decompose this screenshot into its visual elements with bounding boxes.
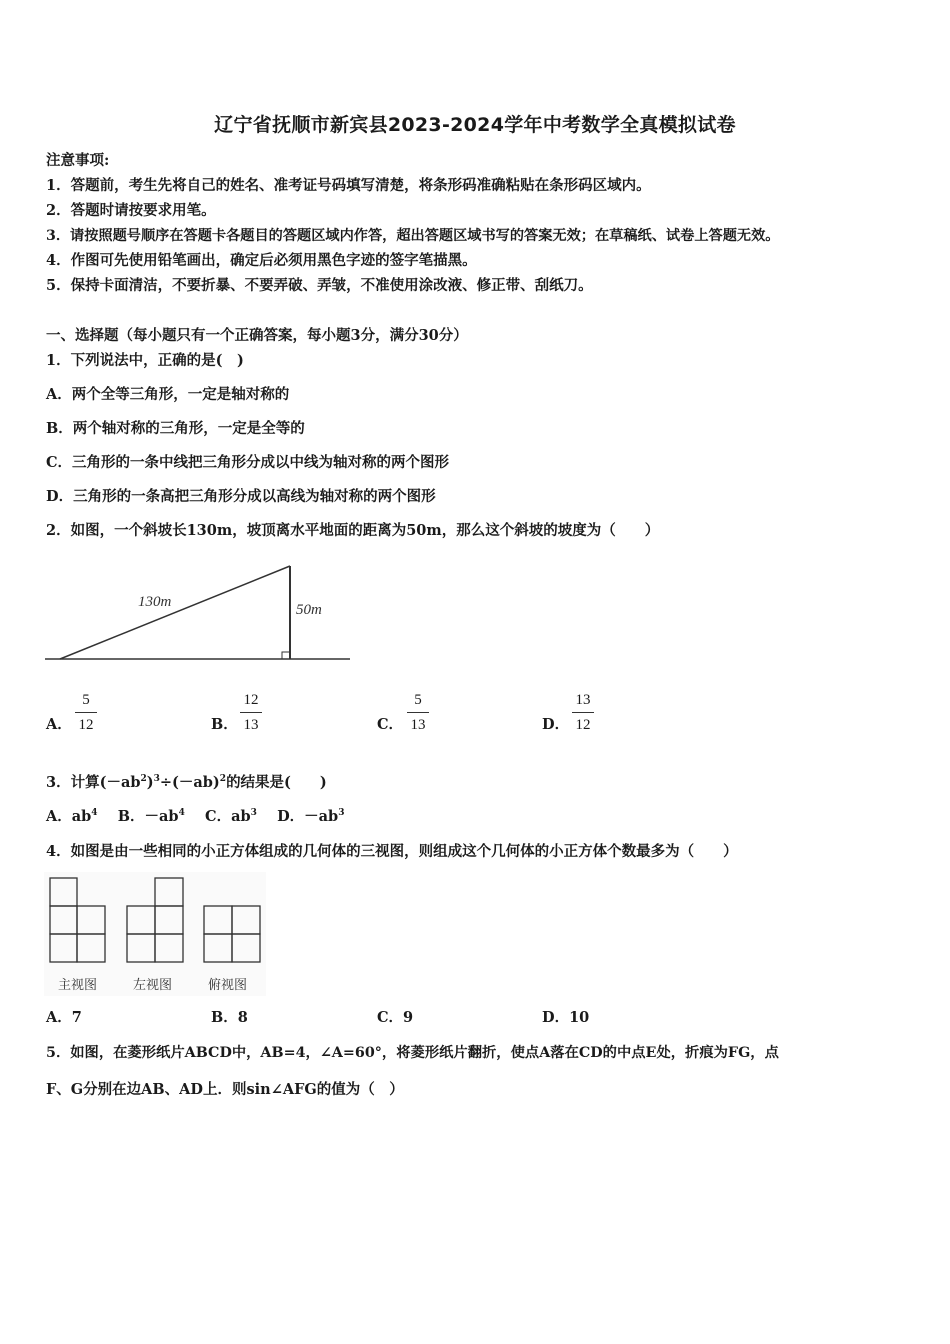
question-3-option-b: B．$-ab^4$ <box>117 808 185 825</box>
question-2-option-b-fraction: 12 13 <box>234 690 268 735</box>
question-2-option-c-fraction: 5 13 <box>401 690 435 735</box>
slope-figure <box>40 556 360 668</box>
notice-item: 2．答题时请按要求用笔。 <box>46 202 216 219</box>
question-4-option-c: C．9 <box>377 1009 414 1026</box>
question-4-option-b: B．8 <box>211 1009 248 1026</box>
notice-item: 1．答题前，考生先将自己的姓名、准考证号码填写清楚，将条形码准确粘贴在条形码区域内。 <box>46 177 651 194</box>
top-view-label: 俯视图 <box>208 978 248 993</box>
three-views-figure <box>44 872 266 996</box>
hypotenuse-label: 130m <box>138 594 172 610</box>
question-2-option-b-letter: B． <box>211 716 238 733</box>
question-2-stem: 2．如图，一个斜坡长130m，坡顶离水平地面的距离为50m，那么这个斜坡的坡度为（ ） <box>46 522 660 539</box>
question-3-options <box>46 807 344 827</box>
side-view-label: 左视图 <box>133 978 173 993</box>
question-1-stem: 1．下列说法中，正确的是( ) <box>46 352 244 369</box>
question-4-option-d: D．10 <box>542 1009 590 1026</box>
right-angle-mark <box>282 652 290 659</box>
question-3-stem: 3．计算$(-ab^2)^3\div(-ab)^2$的结果是( ) <box>46 774 327 791</box>
question-5-stem-line2: F、G分别在边AB、AD上．则sin∠AFG的值为（ ） <box>46 1081 404 1098</box>
page-title: 辽宁省抚顺市新宾县2023-2024学年中考数学全真模拟试卷 <box>214 114 736 136</box>
question-2-option-a-fraction: 5 12 <box>69 690 103 735</box>
notice-item: 3．请按照题号顺序在答题卡各题目的答题区域内作答，超出答题区域书写的答案无效；在草稿纸、试卷上答题无效。 <box>46 228 780 244</box>
question-1-option-b: B．两个轴对称的三角形，一定是全等的 <box>46 420 305 437</box>
front-view-label: 主视图 <box>58 978 98 993</box>
notice-heading: 注意事项: <box>46 152 110 169</box>
notice-item: 5．保持卡面清洁，不要折暴、不要弄破、弄皱，不准使用涂改液、修正带、刮纸刀。 <box>46 277 593 294</box>
question-4-stem: 4．如图是由一些相同的小正方体组成的几何体的三视图，则组成这个几何体的小正方体个数最多为（ ） <box>46 843 738 860</box>
question-4-option-a: A．7 <box>46 1009 82 1026</box>
question-3-option-c: C．$ab^3$ <box>205 808 257 825</box>
question-3-option-d: D．$-ab^3$ <box>277 808 345 825</box>
question-3-option-a: A．$ab^4$ <box>46 808 98 825</box>
slope-line <box>60 566 290 659</box>
question-1-option-d: D．三角形的一条高把三角形分成以高线为轴对称的两个图形 <box>46 488 436 505</box>
question-2-option-a-letter: A． <box>46 716 72 733</box>
question-5-stem-line1: 5．如图，在菱形纸片ABCD中，AB=4，∠A=60°，将菱形纸片翻折，使点A落在CD的中点E处，折痕为FG，点 <box>46 1045 779 1061</box>
height-label: 50m <box>296 602 322 618</box>
question-1-option-a: A．两个全等三角形，一定是轴对称的 <box>46 386 290 403</box>
question-1-option-c: C．三角形的一条中线把三角形分成以中线为轴对称的两个图形 <box>46 454 450 471</box>
question-2-option-c-letter: C． <box>377 716 404 733</box>
question-2-option-d-letter: D． <box>542 716 570 733</box>
notice-item: 4．作图可先使用铅笔画出，确定后必须用黑色字迹的签字笔描黑。 <box>46 252 477 269</box>
section-heading: 一、选择题（每小题只有一个正确答案，每小题3分，满分30分） <box>46 327 468 344</box>
question-2-option-d-fraction: 13 12 <box>566 690 600 735</box>
